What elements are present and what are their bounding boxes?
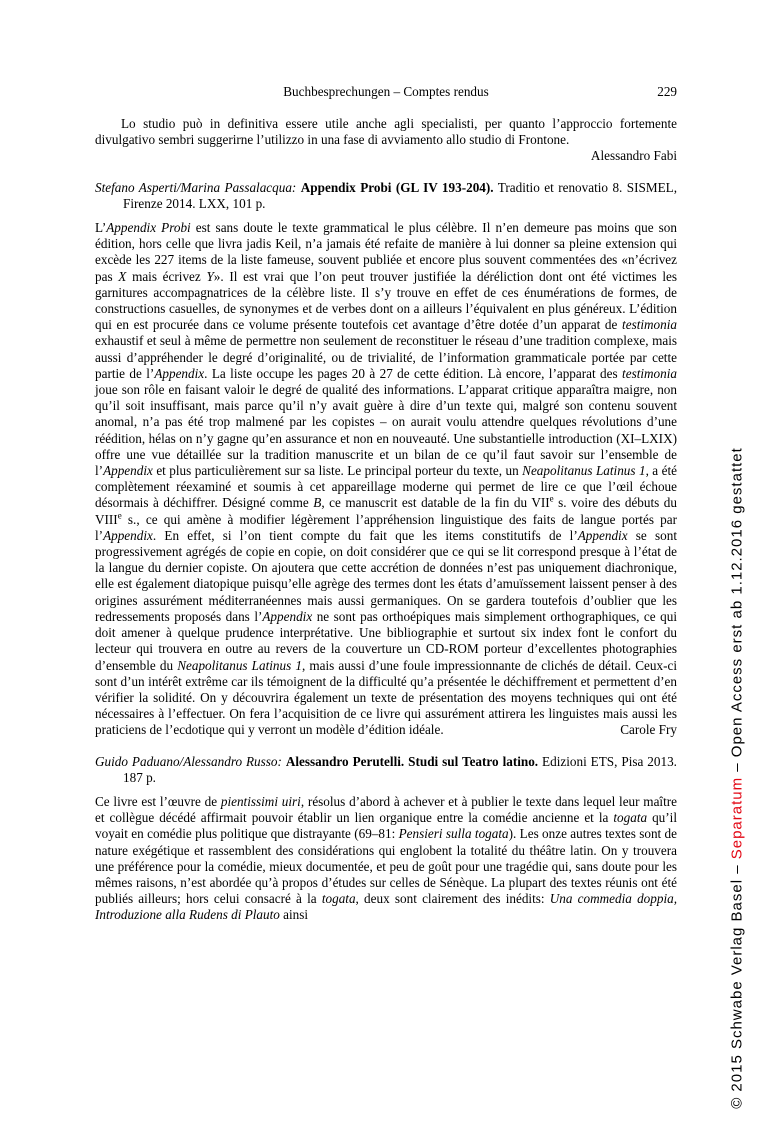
copyright-sidebar: © 2015 Schwabe Verlag Basel – Separatum – Open Access erst ab 1.12.2016 gestattet — [728, 447, 746, 1109]
review-1-heading: Stefano Asperti/Marina Passalacqua: Appendix Probi (GL IV 193-204). Traditio et renovatio 8. SISMEL, Firenze 2014. LXX, 101 p. — [95, 179, 677, 211]
text-column — [95, 84, 677, 924]
page-header — [95, 84, 677, 100]
review-2-heading: Guido Paduano/Alessandro Russo: Alessandro Perutelli. Studi sul Teatro latino. Edizioni ETS, Pisa 2013. 187 p. — [95, 753, 677, 785]
reviewer-signature-fabi: Alessandro Fabi — [590, 148, 677, 164]
reviewer-signature-fry: Carole Fry — [620, 722, 677, 738]
running-head: Buchbesprechungen – Comptes rendus — [283, 84, 489, 99]
page-number: 229 — [657, 84, 677, 99]
previous-review-conclusion: Lo studio può in definitiva essere utile anche agli specialisti, per quanto l’approccio fortemente divulgativo sembri suggerirne l’utilizzo in una fase di avviamento allo studio di Frontone. — [95, 116, 677, 148]
review-1-text: L’Appendix Probi est sans doute le texte grammatical le plus célèbre. Il n’en demeure pas moins que son édition, hors celle que livra jadis Keil, n’a jamais été refaite de manière à lui donner sa pleine extension qui excède les 227 items de la liste fameuse, souvent publiée et encore plus souvent commentées des «n’écrivez pas X mais écrivez Y». Il est vrai que l’on peut trouver justifiée la déréliction dont ont été victimes les garnitures accompagnatrices de la célèbre liste. Il s’y trouve en effet de ces énumérations de formes, de constructions casuelles, de synonymes et de verbes dont on a ailleurs l’équivalent en plus généreux. L’édition qui en est procurée dans ce volume présente toutefois cet avantage d’être dotée d’un apparat de testimonia exhaustif et seul à même de permettre non seulement de reconstituer le réseau d’une tradition complexe, mais aussi d’appréhender le degré d’originalité, ou de trivialité, de l’information grammaticale portée par cette partie de l’Appendix. La liste occupe les pages 20 à 27 de cette édition. Là encore, l’apparat des testimonia joue son rôle en faisant valoir le degré de qualité des informations. L’apparat critique apparaîtra maigre, non qu’il soit insuffisant, mais parce qu’il n’y avait guère à dire d’un texte qui, malgré son contenu souvent anomal, n’a pas été trop malmené par les copistes – on aurait voulu attendre quelques révolutions d’une réédition, hélas on n’y gagne qu’en assurance et non en nouveauté. Une substantielle introduction (XI–LXIX) offre une vue détaillée sur la tradition manuscrite et un bilan de ce qu’il faut savoir sur l’ensemble de l’Appendix et plus particulièrement sur sa liste. Le principal porteur du texte, un Neapolitanus Latinus 1, a été complètement réexaminé et soumis à cet appareillage moderne qui permet de lire ce que l’œil échoue désormais à déchiffrer. Désigné comme B, ce manuscrit est datable de la fin du VIIe s. voire des débuts du VIIIe s., ce qui amène à modifier légèrement l’appréhension linguistique des faits de langue portés par l’Appendix. En effet, si l’on tient compte du fait que les items constitutifs de l’Appendix se sont progressivement agrégés de copie en copie, on doit considérer que ce qui se lit correspond presque à l’état de la langue du dernier copiste. On ajoutera que cette accrétion de données n’est pas uniquement diachronique, elle est également diatopique puisqu’elle agrège des termes dont les états d’amuïssement laissent penser à des origines assurément méditerranéennes mais aussi germaniques. On se gardera toutefois d’oublier que les redressements proposés dans l’Appendix ne sont pas orthoépiques mais simplement orthographiques, ce qui doit amener à quelque prudence interprétative. Une bibliographie et surtout six index font le confort du lecteur qui trouvera en outre au revers de la couverture un CD-ROM porteur d’excellentes photographies d’ensemble du Neapolitanus Latinus 1, mais aussi d’une foule impressionnante de clichés de détail. Ceux-ci sont d’un intérêt extrême car ils témoignent de la difficulté qu’a présentée le déchiffrement et permettent d’en vérifier la solidité. On y découvrira également un texte de présentation des moyens techniques qui ont été nécessaires à l’effectuer. On fera l’acquisition de ce livre qui assurément attirera les linguistes mais aussi les praticiens de l’ecdotique qui y verront un modèle d’édition idéale. — [95, 220, 677, 738]
review-2-body: Ce livre est l’œuvre de pientissimi uiri, résolus d’abord à achever et à publier le texte dans lequel leur maître et collègue décédé affirmait pouvoir établir un lien organique entre la comédie ancienne et la togata qu’il voyait en comédie plus politique que distrayante (69–81: Pensieri sulla togata). Les onze autres textes sont de nature exégétique et rassemblent des considérations qui englobent la totalité du théâtre latin. On y trouvera une préférence pour la comédie, mieux documentée, et peu de goût pour une tragédie qui, sans doute pour les mêmes raisons, n’est abordée qu’à propos d’études sur celles de Sénèque. La plupart des textes réunis ont été publiés ailleurs; hors celui consacré à la togata, deux sont clairement des inédits: Una commedia doppia, Introduzione alla Rudens di Plauto ainsi — [95, 793, 677, 923]
review-1-body — [95, 220, 677, 739]
